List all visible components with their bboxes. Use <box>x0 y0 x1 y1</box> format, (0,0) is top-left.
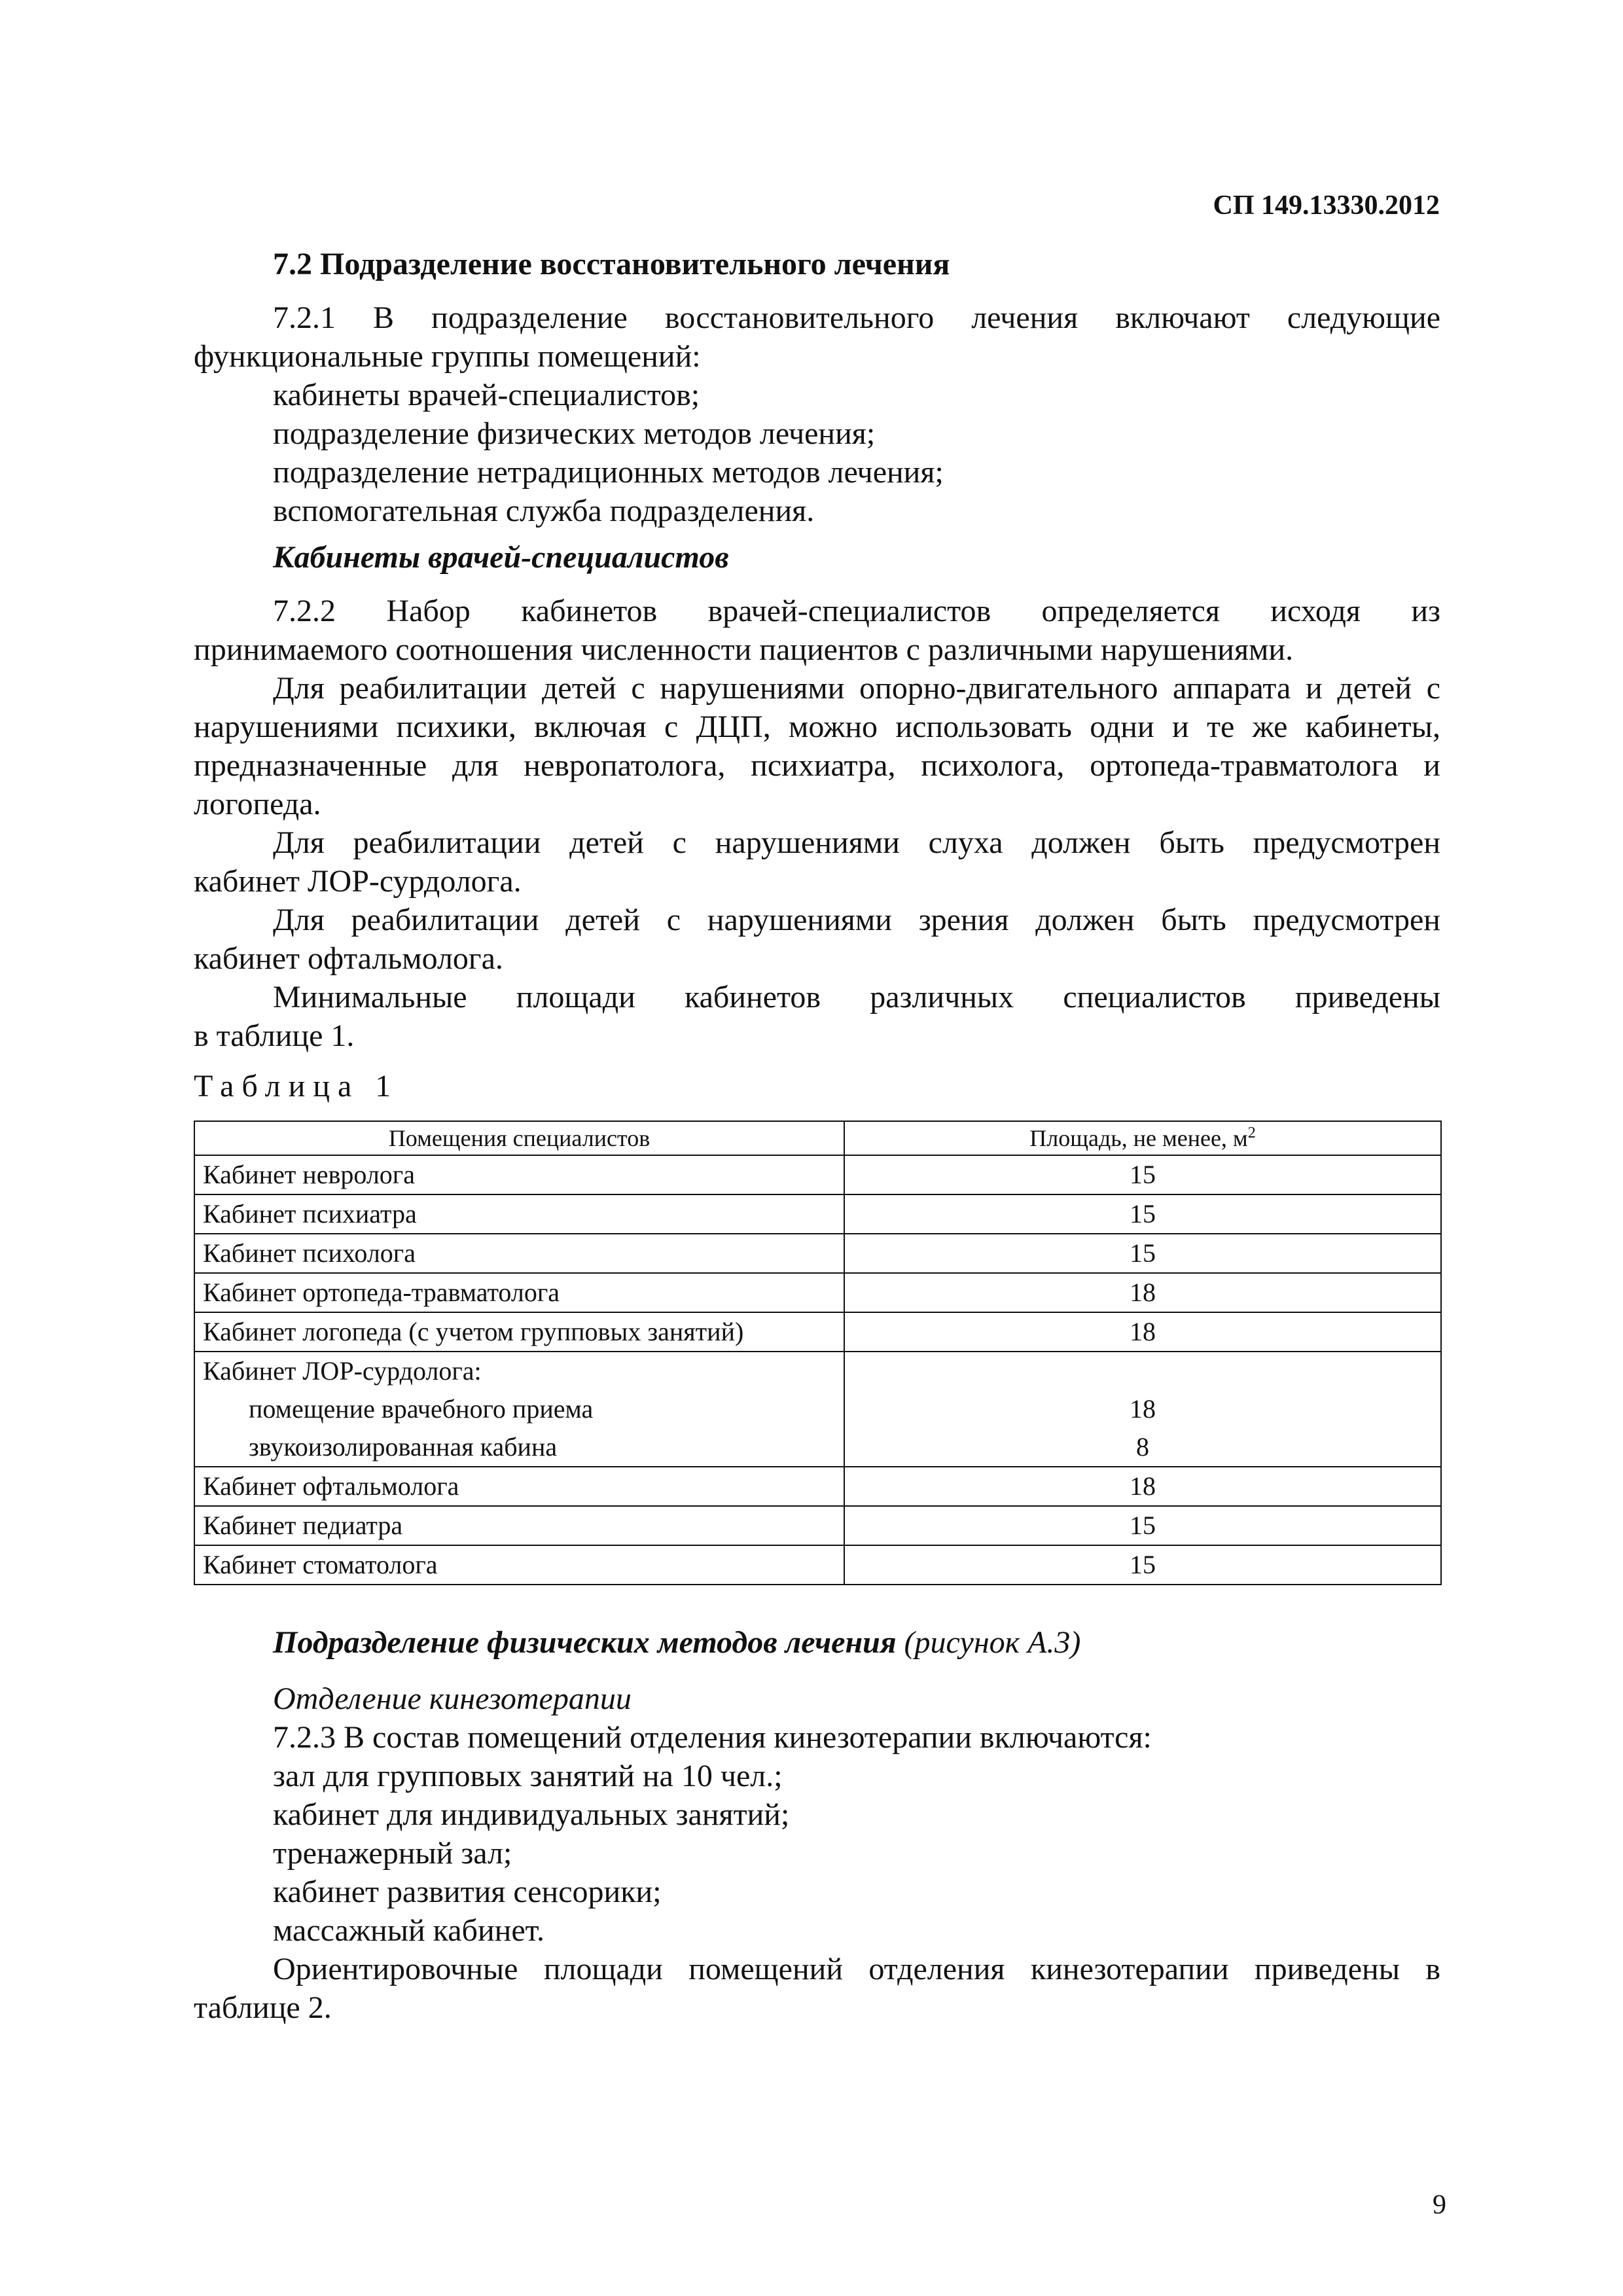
paragraph-line: функциональные группы помещений: <box>194 339 701 374</box>
list-item: кабинет развития сенсорики; <box>273 1874 662 1909</box>
table-row <box>194 1545 1441 1585</box>
room-cell: Кабинет невролога <box>194 1155 844 1194</box>
paragraph-line: кабинет ЛОР-сурдолога. <box>194 864 522 899</box>
paragraph-7-2-2 <box>194 592 1440 1055</box>
paragraph-line: 7.2.3 В состав помещений отделения кинезотерапии включаются: <box>273 1720 1152 1755</box>
table-row <box>194 1467 1441 1506</box>
table-row-lor <box>194 1352 1441 1467</box>
room-subitem: звукоизолированная кабина <box>249 1432 558 1462</box>
room-cell: Кабинет стоматолога <box>194 1545 844 1585</box>
list-item: подразделение нетрадиционных методов лечения; <box>273 455 944 490</box>
table-row <box>194 1312 1441 1352</box>
table-1 <box>194 1121 1442 1585</box>
paragraph-line: Для реабилитации детей с нарушениями опорно-двигательного аппарата и детей с <box>273 671 1440 706</box>
room-cell: Кабинет офтальмолога <box>194 1467 844 1506</box>
table-header-row <box>194 1121 1441 1155</box>
list-item: вспомогательная служба подразделения. <box>273 493 815 528</box>
subsection-title: Кабинеты врачей-специалистов <box>273 540 729 575</box>
area-cell <box>844 1352 1441 1467</box>
page-number: 9 <box>1433 2190 1446 2220</box>
area-cell: 15 <box>844 1155 1441 1194</box>
column-header-room: Помещения специалистов <box>194 1121 844 1155</box>
table-row <box>194 1155 1441 1194</box>
room-subitem: помещение врачебного приема <box>249 1394 594 1424</box>
area-cell: 15 <box>844 1194 1441 1234</box>
list-item: зал для групповых занятий на 10 чел.; <box>273 1759 783 1793</box>
document-code: СП 149.13330.2012 <box>1213 190 1440 221</box>
paragraph-line: нарушениями психики, включая с ДЦП, можно использовать одни и те же кабинеты, <box>194 709 1440 744</box>
paragraph-line: Минимальные площади кабинетов различных специалистов приведены <box>273 980 1440 1014</box>
list-item: тренажерный зал; <box>273 1836 512 1871</box>
table-caption: Таблица 1 <box>194 1069 399 1103</box>
paragraph-line: Для реабилитации детей с нарушениями слуха должен быть предусмотрен <box>273 825 1440 860</box>
paragraph-line: кабинет офтальмолога. <box>194 941 503 976</box>
column-header-area: Площадь, не менее, $м^2$ <box>844 1121 1441 1155</box>
section-title: 7.2 Подразделение восстановительного лечения <box>273 247 950 281</box>
subsection-title-physical: Подразделение физических методов лечения (рисунок А.3) <box>273 1625 1081 1660</box>
area-cell: 18 <box>844 1312 1441 1352</box>
paragraph-7-2-1 <box>194 298 1440 530</box>
table-row <box>194 1506 1441 1545</box>
paragraph-line: 7.2.2 Набор кабинетов врачей-специалистов определяется исходя из <box>273 594 1440 628</box>
table-row <box>194 1194 1441 1234</box>
area-cell: 18 <box>844 1273 1441 1312</box>
area-subvalue: 8 <box>1136 1432 1149 1462</box>
area-cell: 18 <box>844 1467 1441 1506</box>
paragraph-line: 7.2.1 В подразделение восстановительного лечения включают следующие <box>273 300 1440 335</box>
area-subvalue: 18 <box>1130 1394 1156 1424</box>
room-cell: Кабинет педиатра <box>194 1506 844 1545</box>
table-row <box>194 1234 1441 1273</box>
list-item: подразделение физических методов лечения; <box>273 416 876 451</box>
paragraph-line: Для реабилитации детей с нарушениями зрения должен быть предусмотрен <box>273 903 1440 937</box>
paragraph-line: предназначенные для невропатолога, психиатра, психолога, ортопеда-травматолога и <box>194 748 1440 783</box>
paragraph-line: в таблице 1. <box>194 1018 355 1053</box>
room-group-label: Кабинет ЛОР-сурдолога: <box>203 1356 482 1386</box>
room-cell: Кабинет ортопеда-травматолога <box>194 1273 844 1312</box>
room-cell: Кабинет психолога <box>194 1234 844 1273</box>
paragraph-line: таблице 2. <box>194 1990 332 2025</box>
paragraph-7-2-3 <box>194 1679 1440 2027</box>
room-cell: Кабинет психиатра <box>194 1194 844 1234</box>
room-cell <box>194 1352 844 1467</box>
list-item: кабинет для индивидуальных занятий; <box>273 1797 790 1832</box>
list-item: кабинеты врачей-специалистов; <box>273 378 700 412</box>
paragraph-line: логопеда. <box>194 787 321 821</box>
list-item: массажный кабинет. <box>273 1913 545 1948</box>
table-row <box>194 1273 1441 1312</box>
department-heading: Отделение кинезотерапии <box>273 1681 632 1716</box>
area-cell: 15 <box>844 1506 1441 1545</box>
paragraph-line: принимаемого соотношения численности пациентов с различными нарушениями. <box>194 632 1294 667</box>
room-cell: Кабинет логопеда (с учетом групповых занятий) <box>194 1312 844 1352</box>
area-cell: 15 <box>844 1545 1441 1585</box>
area-cell: 15 <box>844 1234 1441 1273</box>
paragraph-line: Ориентировочные площади помещений отделения кинезотерапии приведены в <box>273 1952 1440 1986</box>
